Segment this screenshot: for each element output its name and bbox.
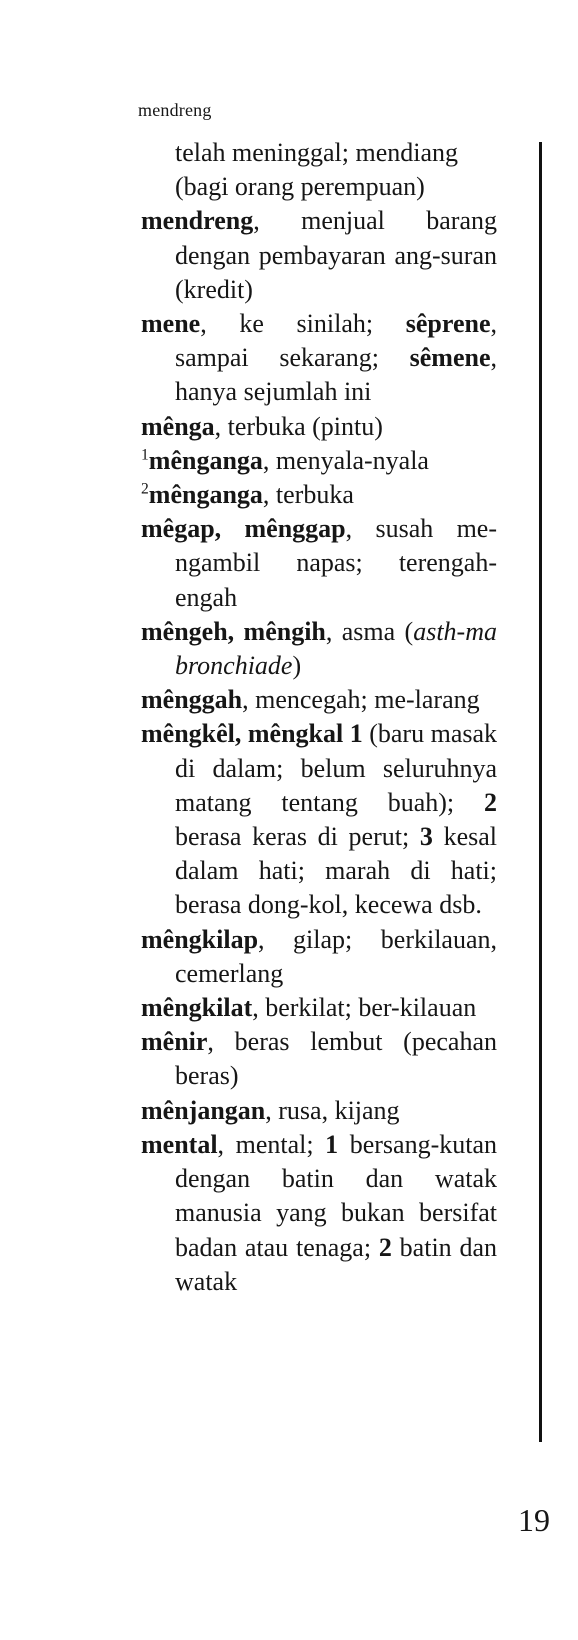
italic-term: asth-ma bronchiade [175, 616, 497, 681]
definition: , beras lembut (pecahan beras) [175, 1027, 497, 1091]
entry-mendreng [141, 204, 497, 307]
dictionary-column [141, 136, 497, 1299]
headword: mênga [141, 411, 215, 441]
definition: , berkilat; ber-kilauan [252, 993, 477, 1023]
definition: batin dan watak [175, 1232, 498, 1296]
definition: , menyala-nyala [262, 445, 429, 475]
entry-menggah [141, 683, 497, 717]
definition: , gilap; berkilauan, cemerlang [175, 924, 497, 988]
headword: mêngkilat [141, 993, 253, 1023]
subentry: sêmene [409, 343, 491, 373]
continuation-text: telah meninggal; mendiang (bagi orang perempuan) [175, 138, 459, 202]
headword: mêngkilap [141, 924, 259, 954]
entry-mene [141, 307, 497, 410]
entry-mengkel [141, 717, 497, 922]
headword: mênganga [148, 480, 263, 510]
entry-menjangan [141, 1094, 497, 1128]
homograph-number: 2 [141, 480, 149, 498]
headword: mêgap, mênggap [141, 514, 346, 544]
definition: , mencegah; me-larang [242, 685, 480, 715]
entry-mental [141, 1128, 497, 1299]
entry-mengkilat [141, 991, 497, 1025]
definition: , sampai sekarang; [175, 309, 497, 373]
definition: (baru masak di dalam; belum seluruhnya matang tentang buah); [175, 719, 498, 817]
entry-menir [141, 1025, 497, 1093]
definition: ) [292, 651, 302, 681]
definition: berasa keras di perut; [175, 822, 420, 852]
subentry: sêprene [405, 309, 491, 339]
definition: , susah me-ngambil napas; terengah-engah [175, 514, 498, 612]
sense-number: 2 [484, 787, 497, 817]
definition: kesal dalam hati; marah di hati; berasa dong-kol, kecewa dsb. [175, 822, 498, 920]
definition: bersang-kutan dengan batin dan watak manusia yang bukan bersifat badan atau tenaga; [175, 1129, 497, 1262]
definition: , menjual barang dengan pembayaran ang-suran (kredit) [175, 206, 497, 304]
entry-megap [141, 512, 497, 615]
entry-menganga-1 [141, 444, 497, 478]
definition: , terbuka [262, 480, 354, 510]
column-rule [539, 142, 542, 1442]
page-number: 19 [518, 1502, 550, 1538]
headword: mêngeh, mêngih [141, 616, 326, 646]
sense-number: 1 [325, 1129, 339, 1159]
headword: mene [141, 309, 201, 339]
sense-number: 1 [343, 719, 363, 749]
running-head: mendreng [138, 100, 212, 120]
sense-number: 3 [419, 822, 433, 852]
definition: , rusa, kijang [265, 1095, 400, 1125]
definition: , hanya sejumlah ini [175, 343, 497, 407]
entry-menganga-2 [141, 478, 497, 512]
headword: mênir [141, 1027, 208, 1057]
definition: , ke sinilah; [200, 309, 406, 339]
headword: mênjangan [141, 1095, 266, 1125]
entry-mengkilap [141, 923, 497, 991]
headword: mênggah [141, 685, 243, 715]
headword: mênganga [148, 445, 263, 475]
headword: mental [141, 1129, 218, 1159]
homograph-number: 1 [141, 446, 149, 464]
headword: mêngkêl, mêngkal [141, 719, 344, 749]
definition: , asma ( [325, 616, 414, 646]
sense-number: 2 [378, 1232, 392, 1262]
definition: , mental; [217, 1129, 326, 1159]
entry-menga [141, 410, 497, 444]
definition: , terbuka (pintu) [214, 411, 383, 441]
headword: mendreng [141, 206, 254, 236]
entry-mengeh [141, 615, 497, 683]
